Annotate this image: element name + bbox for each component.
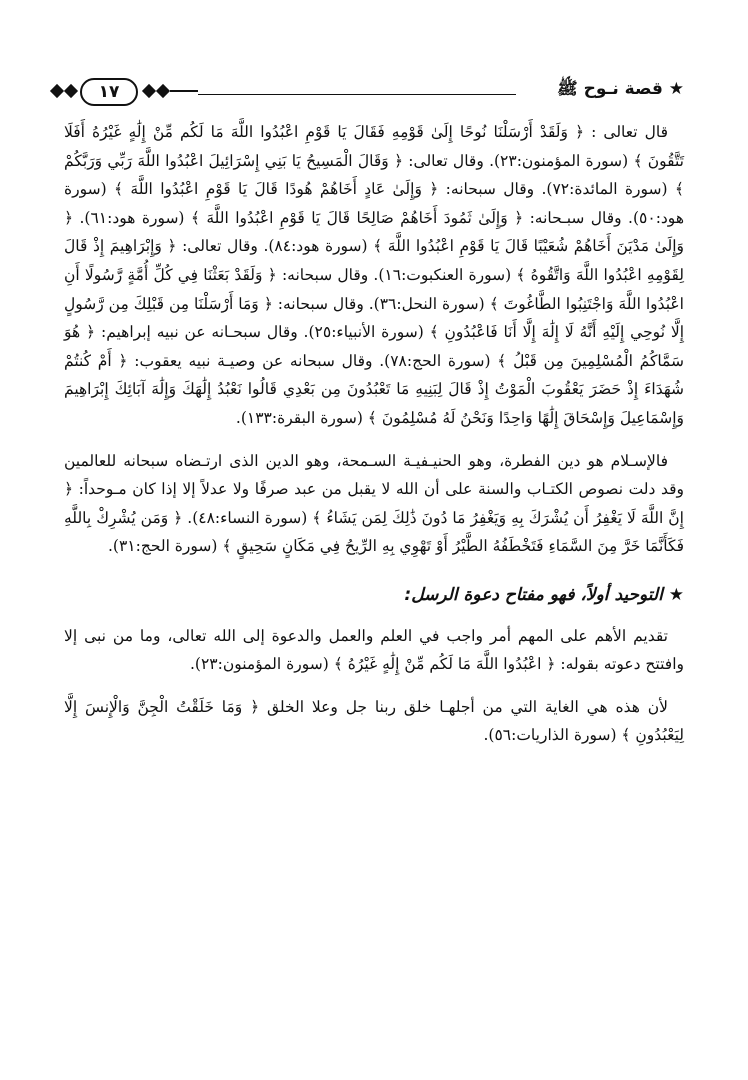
paragraph-quran-citations: قال تعالى : ﴿ وَلَقَدْ أَرْسَلْنَا نُوحًا إِلَىٰ قَوْمِهِ فَقَالَ يَا قَوْمِ اعْبُدُوا اللَّهَ مَا لَكُم مِّنْ إِلَٰهٍ غَيْرُهُ أَفَلَا تَتَّقُونَ ﴾ (سورة المؤمنون:٢٣). وقال تعالى: ﴿ وَقَالَ الْمَسِيحُ يَا بَنِي إِسْرَائِيلَ اعْبُدُوا اللَّهَ رَبِّي وَرَبَّكُمْ ﴾ (سورة المائدة:٧٢). وقال سبحانه: ﴿ وَإِلَىٰ عَادٍ أَخَاهُمْ هُودًا قَالَ يَا قَوْمِ اعْبُدُوا اللَّهَ ﴾ (سورة هود:٥٠). وقال سبـحانه: ﴿ وَإِلَىٰ ثَمُودَ أَخَاهُمْ صَالِحًا قَالَ يَا قَوْمِ اعْبُدُوا اللَّهَ ﴾ (سورة هود:٦١). ﴿ وَإِلَىٰ مَدْيَنَ أَخَاهُمْ شُعَيْبًا قَالَ يَا قَوْمِ اعْبُدُوا اللَّهَ ﴾ (سورة هود:٨٤). وقال تعالى: ﴿ وَإِبْرَاهِيمَ إِذْ قَالَ لِقَوْمِهِ اعْبُدُوا اللَّهَ وَاتَّقُوهُ ﴾ (سورة العنكبوت:١٦). وقال سبحانه: ﴿ وَلَقَدْ بَعَثْنَا فِي كُلِّ أُمَّةٍ رَّسُولًا أَنِ اعْبُدُوا اللَّهَ وَاجْتَنِبُوا الطَّاغُوتَ ﴾ (سورة النحل:٣٦). وقال سبحانه: ﴿ وَمَا أَرْسَلْنَا مِن قَبْلِكَ مِن رَّسُولٍ إِلَّا نُوحِي إِلَيْهِ أَنَّهُ لَا إِلَٰهَ إِلَّا أَنَا فَاعْبُدُونِ ﴾ (سورة الأنبياء:٢٥). وقال سبحـانه عن نبيه إبراهيم: ﴿ هُوَ سَمَّاكُمُ الْمُسْلِمِينَ مِن قَبْلُ ﴾ (سورة الحج:٧٨). وقال سبحانه عن وصيـة نبيه يعقوب: ﴿ أَمْ كُنتُمْ شُهَدَاءَ إِذْ حَضَرَ يَعْقُوبَ الْمَوْتُ إِذْ قَالَ لِبَنِيهِ مَا تَعْبُدُونَ مِن بَعْدِي قَالُوا نَعْبُدُ إِلَٰهَكَ وَإِلَٰهَ آبَائِكَ إِبْرَاهِيمَ وَإِسْمَاعِيلَ وَإِسْحَاقَ إِلَٰهًا وَاحِدًا وَنَحْنُ لَهُ مُسْلِمُونَ ﴾ (سورة البقرة:١٣٣).: [64, 123, 685, 427]
paragraph-priority: تقديم الأهم على المهم أمر واجب في العلم والعمل والدعوة إلى الله تعالى، وما من نبى إلا وافتتح دعوته بقوله: ﴿ اعْبُدُوا اللَّهَ مَا لَكُم مِّنْ إِلَٰهٍ غَيْرُهُ ﴾ (سورة المؤمنون:٢٣).: [64, 626, 684, 674]
running-header: [48, 76, 684, 110]
ornament-diamond-left-inner: [64, 84, 78, 98]
page-number-ornament: [48, 76, 198, 110]
paragraph-islam-fitra: فالإسـلام هو دين الفطرة، وهو الحنيـفيـة السـمحة، وهو الدين الذى ارتـضاه سبحانه للعالمين وقد دلت نصوص الكتـاب والسنة على أن الله لا يقبل من عبد صرفًا ولا عدلاً إلا إذا كان مـوحداً: ﴿ إِنَّ اللَّهَ لَا يَغْفِرُ أَن يُشْرَكَ بِهِ وَيَغْفِرُ مَا دُونَ ذَٰلِكَ لِمَن يَشَاءُ ﴾ (سورة النساء:٤٨). ﴿ وَمَن يُشْرِكْ بِاللَّهِ فَكَأَنَّمَا خَرَّ مِنَ السَّمَاءِ فَتَخْطَفُهُ الطَّيْرُ أَوْ تَهْوِي بِهِ الرِّيحُ فِي مَكَانٍ سَحِيقٍ ﴾ (سورة الحج:٣١).: [64, 451, 684, 556]
page-body: [64, 118, 684, 750]
ornament-line: [170, 90, 198, 92]
paragraph-purpose-of-creation: لأن هذه هي الغاية التي من أجلهـا خلق ربنا جل وعلا الخلق ﴿ وَمَا خَلَقْتُ الْجِنَّ وَالْإِنسَ إِلَّا لِيَعْبُدُونِ ﴾ (سورة الذاريات:٥٦).: [64, 697, 684, 745]
ornament-diamond-right-outer: [156, 84, 170, 98]
header-rule: [198, 94, 516, 95]
section-heading: ★ التوحيد أولاً، فهو مفتاح دعوة الرسل:: [404, 584, 684, 605]
chapter-title: ★ قصة نـوح ﷺ: [557, 79, 684, 99]
ornament-diamond-left-outer: [50, 84, 64, 98]
ornament-diamond-right-inner: [142, 84, 156, 98]
page-number: ١٧: [80, 78, 138, 106]
